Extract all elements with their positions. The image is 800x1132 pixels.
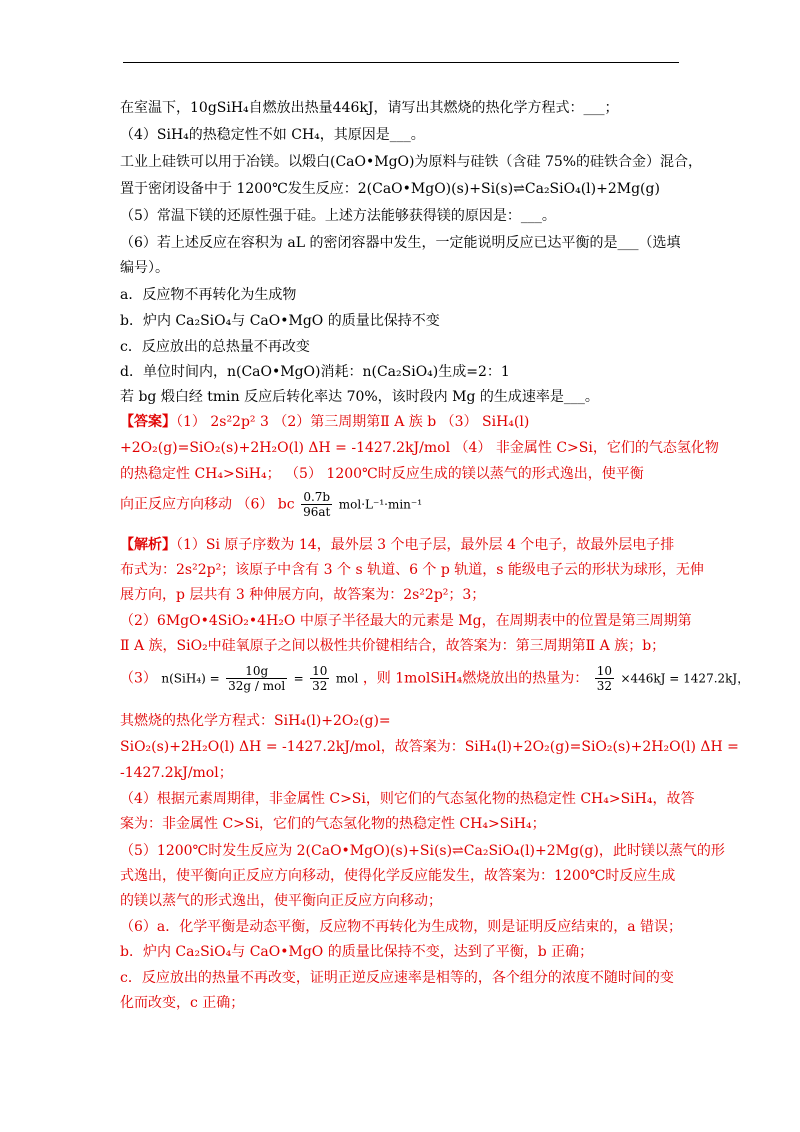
- explanation-line: 的镁以蒸气的形式逸出，使平衡向正反应方向移动；: [120, 893, 442, 909]
- mole-fraction: [310, 664, 329, 693]
- answer-line: [120, 490, 422, 519]
- explanation-line: -1427.2kJ/mol；: [120, 765, 233, 781]
- option-a: a．反应物不再转化为生成物: [120, 287, 297, 303]
- mole-expression: n(SiH₄) =: [161, 671, 220, 686]
- fraction-numerator: 10g: [226, 664, 287, 679]
- question-line: （6）若上述反应在容积为 aL 的密闭容器中发生，一定能说明反应已达平衡的是___（选填: [120, 235, 681, 251]
- answer-label: 【答案】: [120, 414, 176, 430]
- option-b: b．炉内 Ca₂SiO₄与 CaO•MgO 的质量比保持不变: [120, 313, 440, 329]
- question-line: 在室温下，10gSiH₄自燃放出热量446kJ，请写出其燃烧的热化学方程式：___；: [120, 100, 619, 116]
- question-line: 置于密闭设备中于 1200℃发生反应：2(CaO•MgO)(s)+Si(s)⇌Ca₂SiO₄(l)+2Mg(g): [120, 181, 660, 197]
- explanation-line: Ⅱ A 族，SiO₂中硅氧原子之间以极性共价键相结合，故答案为：第三周期第Ⅱ A 族；b；: [120, 638, 666, 654]
- question-line: 若 bg 煅白经 tmin 反应后转化率达 70%，该时段内 Mg 的生成速率是___。: [120, 389, 599, 405]
- explanation-text: ，则 1molSiH₄燃烧放出的热量为：: [362, 670, 589, 687]
- explanation-line: 布式为：2s²2p²；该原子中含有 3 个 s 轨道、6 个 p 轨道，s 能级电子云的形状为球形，无伸: [120, 562, 704, 578]
- heat-fraction: [595, 664, 614, 693]
- fraction-numerator: 0.7b: [301, 490, 332, 505]
- answer-line: +2O₂(g)=SiO₂(s)+2H₂O(l) ΔH = -1427.2kJ/mol （4） 非金属性 C>Si，它们的气态氢化物: [120, 440, 719, 456]
- equals-sign: =: [293, 671, 304, 686]
- explanation-line: 案为：非金属性 C>Si，它们的气态氢化物的热稳定性 CH₄>SiH₄；: [120, 816, 546, 832]
- mole-unit: mol: [335, 671, 359, 686]
- answer-line: [120, 413, 529, 431]
- fraction-denominator: 32: [596, 679, 612, 693]
- question-line: （5）常温下镁的还原性强于硅。上述方法能够获得镁的原因是：___。: [120, 208, 556, 224]
- explanation-label: 【解析】: [120, 537, 176, 553]
- option-c: c．反应放出的总热量不再改变: [120, 339, 310, 355]
- header-rule: [123, 62, 679, 63]
- explanation-line: b．炉内 Ca₂SiO₄与 CaO•MgO 的质量比保持不变，达到了平衡，b 正确；: [120, 944, 594, 960]
- option-d: d．单位时间内，n(CaO•MgO)消耗：n(Ca₂SiO₄)生成=2：1: [120, 364, 510, 380]
- answer-line: 的热稳定性 CH₄>SiH₄； （5） 1200℃时反应生成的镁以蒸气的形式逸出，使平衡: [120, 466, 644, 482]
- explanation-line: [120, 536, 674, 554]
- explanation-line: 式逸出，使平衡向正反应方向移动，使得化学反应能发生，故答案为：1200℃时反应生成: [120, 868, 676, 884]
- fraction-denominator: 32: [312, 679, 328, 693]
- fraction-denominator: 32g / mol: [228, 679, 286, 693]
- explanation-line: SiO₂(s)+2H₂O(l) ΔH = -1427.2kJ/mol，故答案为：SiH₄(l)+2O₂(g)=SiO₂(s)+2H₂O(l) ΔH =: [120, 739, 739, 755]
- explanation-line: （5）1200℃时发生反应为 2(CaO•MgO)(s)+Si(s)⇌Ca₂SiO₄(l)+2Mg(g)，此时镁以蒸气的形: [120, 843, 725, 859]
- heat-result: ×446kJ = 1427.2kJ，: [620, 671, 750, 686]
- explanation-text: （3）: [120, 670, 157, 687]
- rate-fraction: [301, 490, 332, 519]
- answer-text: （1） 2s²2p² 3 （2）第三周期第Ⅱ A 族 b （3） SiH₄(l): [176, 414, 530, 430]
- fraction-numerator: 10: [312, 664, 328, 678]
- fraction-denominator: 96at: [303, 505, 331, 519]
- answer-text: 向正反应方向移动 （6） bc: [120, 496, 295, 513]
- question-line: 工业上硅铁可以用于冶镁。以煅白(CaO•MgO)为原料与硅铁（含硅 75%的硅铁合金）混合，: [120, 154, 703, 170]
- rate-unit: mol·L⁻¹·min⁻¹: [338, 497, 423, 512]
- explanation-line: 其燃烧的热化学方程式：SiH₄(l)+2O₂(g)=: [120, 713, 391, 729]
- question-line: （4）SiH₄的热稳定性不如 CH₄，其原因是___。: [120, 127, 425, 143]
- explanation-line: 化而改变，c 正确；: [120, 995, 245, 1011]
- question-line: 编号）。: [120, 260, 169, 276]
- explanation-line: [120, 664, 749, 693]
- explanation-line: c．反应放出的热量不再改变，证明正逆反应速率是相等的，各个组分的浓度不随时间的变: [120, 970, 674, 986]
- explanation-text: （1）Si 原子序数为 14，最外层 3 个电子层，最外层 4 个电子，故最外层电子排: [176, 537, 675, 553]
- fraction-numerator: 10: [596, 664, 612, 678]
- explanation-line: （2）6MgO•4SiO₂•4H₂O 中原子半径最大的元素是 Mg，在周期表中的位置是第三周期第: [120, 613, 692, 629]
- mass-fraction: [226, 664, 287, 693]
- explanation-line: 展方向，p 层共有 3 种伸展方向，故答案为：2s²2p²；3；: [120, 587, 486, 603]
- explanation-line: （6）a．化学平衡是动态平衡，反应物不再转化为生成物，则是证明反应结束的，a 错误；: [120, 919, 683, 935]
- explanation-line: （4）根据元素周期律，非金属性 C>Si，则它们的气态氢化物的热稳定性 CH₄>SiH₄，故答: [120, 791, 695, 807]
